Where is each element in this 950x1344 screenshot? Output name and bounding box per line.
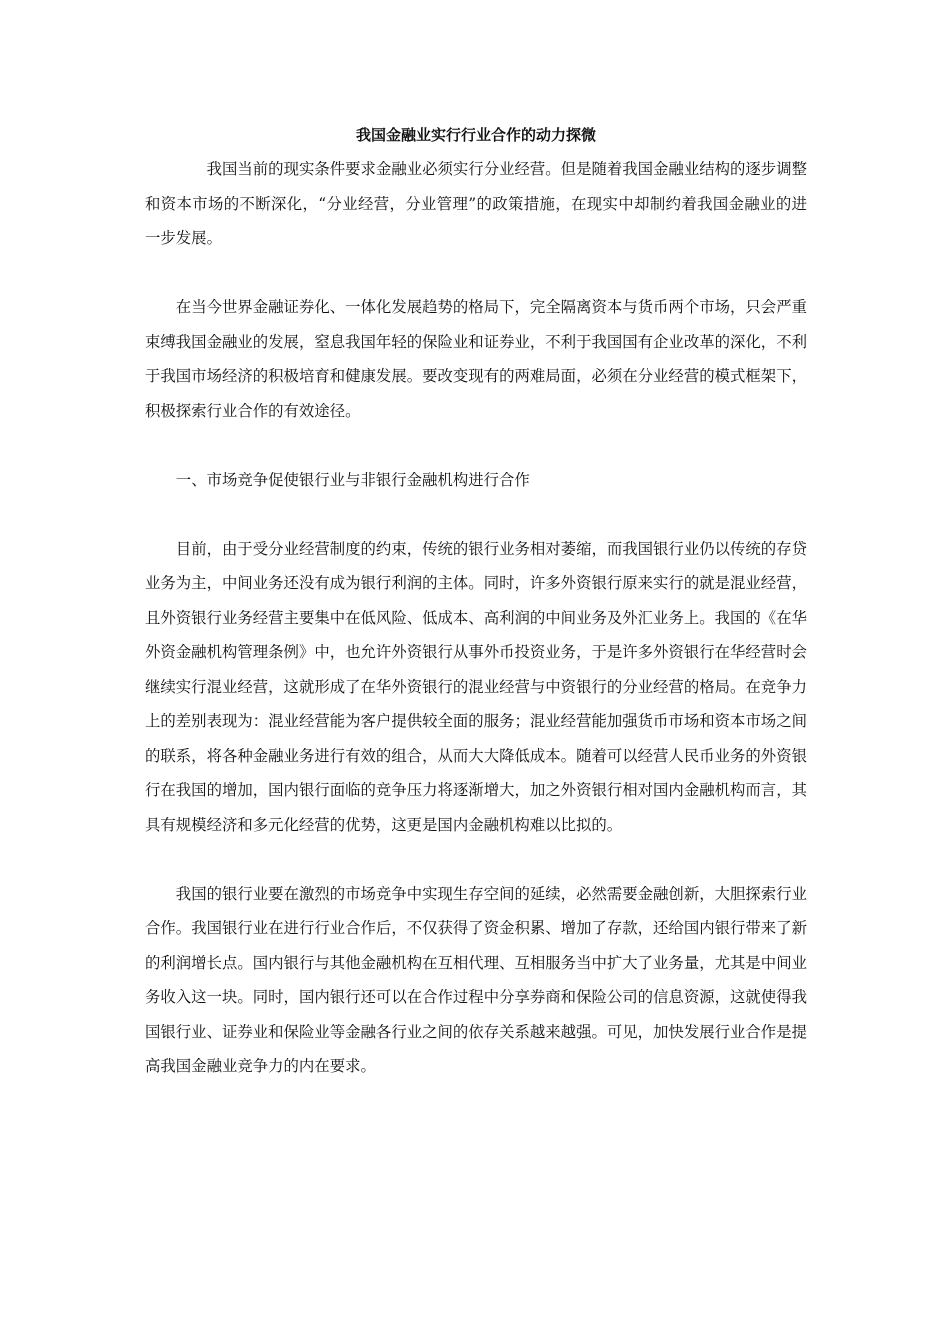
paragraph-spacer <box>145 256 807 291</box>
paragraph-spacer <box>145 428 807 463</box>
section-heading-1: 一、市场竞争促使银行业与非银行金融机构进行合作 <box>175 470 530 489</box>
paragraph-spacer <box>145 497 807 532</box>
document-body <box>145 118 807 1084</box>
paragraph-innovation: 我国的银行业要在激烈的市场竞争中实现生存空间的延续，必然需要金融创新，大胆探索行业合作。我国银行业在进行行业合作后，不仅获得了资金积累、增加了存款，还给国内银行带来了新的利润增长点。国内银行与其他金融机构在互相代理、互相服务当中扩大了业务量，尤其是中间业务收入这一块。同时，国内银行还可以在合作过程中分享券商和保险公司的信息资源，这就使得我国银行业、证券业和保险业等金融各行业之间的依存关系越来越强。可见，加快发展行业合作是提高我国金融业竞争力的内在要求。 <box>145 884 807 1075</box>
paragraph-context: 在当今世界金融证券化、一体化发展趋势的格局下，完全隔离资本与货币两个市场，只会严重束缚我国金融业的发展，窒息我国年轻的保险业和证券业，不利于我国国有企业改革的深化，不利于我国市场经济的积极培育和健康发展。要改变现有的两难局面，必须在分业经营的模式框架下，积极探索行业合作的有效途径。 <box>145 298 807 420</box>
paragraph-spacer <box>145 842 807 877</box>
paragraph-competition: 目前，由于受分业经营制度的约束，传统的银行业务相对萎缩，而我国银行业仍以传统的存贷业务为主，中间业务还没有成为银行利润的主体。同时，许多外资银行原来实行的就是混业经营，且外资银行业务经营主要集中在低风险、低成本、高利润的中间业务及外汇业务上。我国的《在华外资金融机构管理条例》中，也允许外资银行从事外币投资业务，于是许多外资银行在华经营时会继续实行混业经营，这就形成了在华外资银行的混业经营与中资银行的分业经营的格局。在竞争力上的差别表现为：混业经营能为客户提供较全面的服务；混业经营能加强货币市场和资本市场之间的联系，将各种金融业务进行有效的组合，从而大大降低成本。随着可以经营人民币业务的外资银行在我国的增加，国内银行面临的竞争压力将逐渐增大，加之外资银行相对国内金融机构而言，其具有规模经济和多元化经营的优势，这更是国内金融机构难以比拟的。 <box>145 539 807 834</box>
document-title: 我国金融业实行行业合作的动力探微 <box>355 126 596 144</box>
paragraph-intro: 我国当前的现实条件要求金融业必须实行分业经营。但是随着我国金融业结构的逐步调整和资本市场的不断深化，“分业经营，分业管理”的政策措施，在现实中却制约着我国金融业的进一步发展。 <box>145 160 807 247</box>
